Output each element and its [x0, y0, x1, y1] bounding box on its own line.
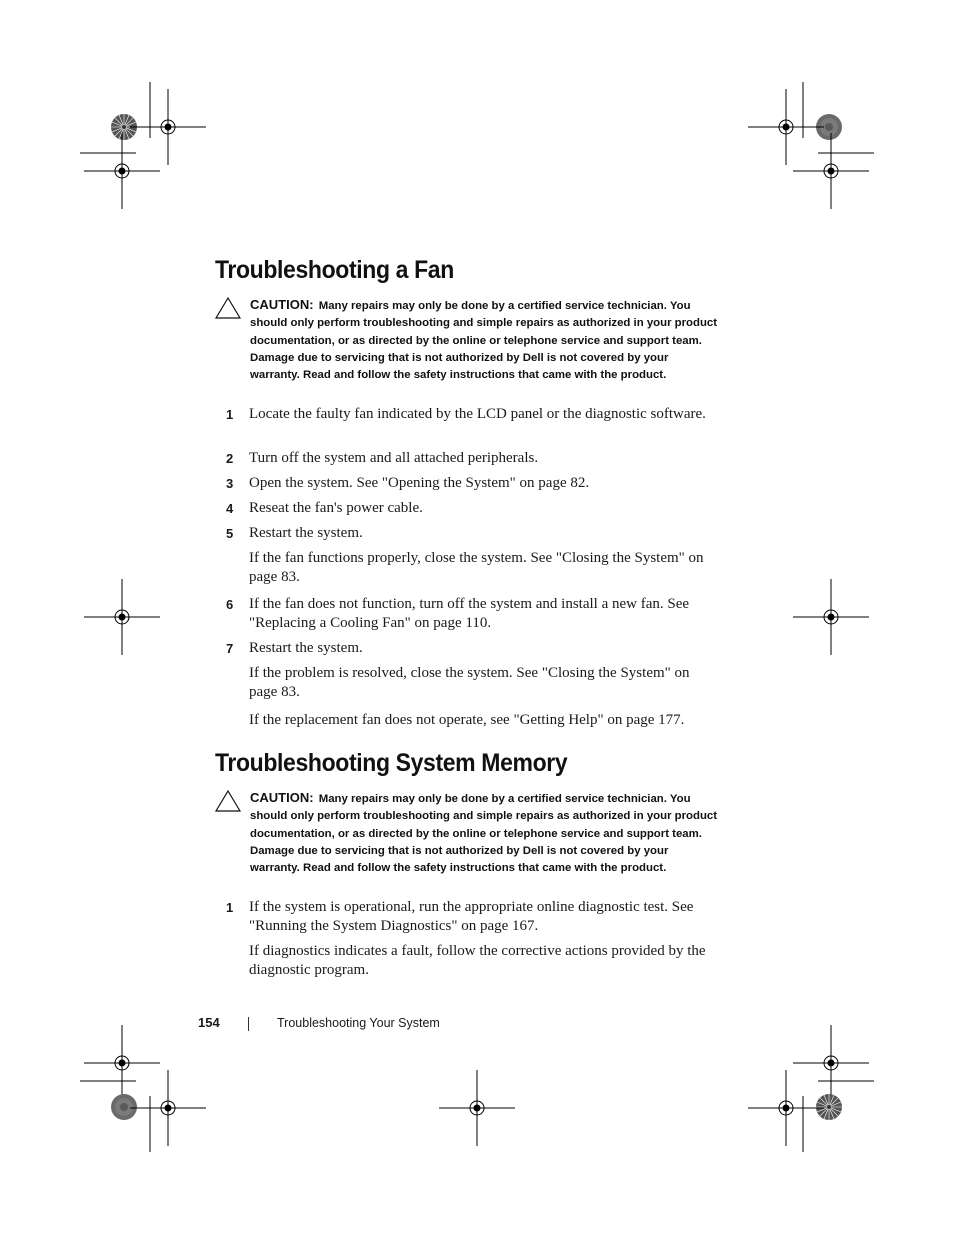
step-text: Reseat the fan's power cable.	[249, 500, 423, 516]
section-heading-fan: Troubleshooting a Fan	[215, 256, 454, 284]
caution-icon	[214, 789, 242, 813]
step-text: Locate the faulty fan indicated by the LCD panel or the diagnostic software.	[249, 406, 706, 422]
step-item	[226, 499, 716, 518]
step-number: 4	[226, 501, 234, 516]
step-text: Restart the system.	[249, 525, 363, 541]
caution-label: CAUTION:	[250, 790, 314, 805]
caution-label: CAUTION:	[250, 297, 314, 312]
step-number: 1	[226, 900, 234, 915]
step-item	[226, 639, 716, 658]
page-number: 154	[198, 1015, 220, 1030]
step-number: 5	[226, 526, 234, 541]
caution-icon	[214, 296, 242, 320]
step-item	[226, 595, 716, 633]
step-item	[226, 449, 716, 468]
footer-section-title: Troubleshooting Your System	[277, 1016, 440, 1030]
step-text: Restart the system.	[249, 640, 363, 656]
step-number: 1	[226, 407, 234, 422]
step-text: If the system is operational, run the appropriate online diagnostic test. See "Running the System Diagnostics" on page 167.	[249, 899, 694, 934]
footer-divider	[248, 1017, 249, 1031]
step-note: If the fan functions properly, close the system. See "Closing the System" on page 83.	[249, 550, 704, 585]
caution-text: Many repairs may only be done by a certified service technician. You should only perform troubleshooting and simple repairs as authorized in your product documentation, or as directed by the online or telephone service and support team. Damage due to servicing that is not authorized by Dell is not covered by your warranty. Read and follow the safety instructions that came with the product.	[250, 793, 718, 875]
step-number: 2	[226, 451, 234, 466]
caution-notice	[214, 296, 719, 384]
step-note: If diagnostics indicates a fault, follow the corrective actions provided by the diagnostic program.	[249, 943, 706, 978]
step-item	[226, 524, 716, 543]
caution-text: Many repairs may only be done by a certified service technician. You should only perform troubleshooting and simple repairs as authorized in your product documentation, or as directed by the online or telephone service and support team. Damage due to servicing that is not authorized by Dell is not covered by your warranty. Read and follow the safety instructions that came with the product.	[250, 300, 718, 382]
step-text: Open the system. See "Opening the System" on page 82.	[249, 475, 590, 491]
step-item	[226, 474, 716, 493]
step-note: If the replacement fan does not operate, see "Getting Help" on page 177.	[249, 712, 685, 728]
step-text: If the fan does not function, turn off the system and install a new fan. See "Replacing a Cooling Fan" on page 110.	[249, 596, 690, 631]
section-heading-memory: Troubleshooting System Memory	[215, 749, 568, 777]
step-note: If the problem is resolved, close the system. See "Closing the System" on page 83.	[249, 665, 690, 700]
step-number: 3	[226, 476, 234, 491]
step-item	[226, 898, 716, 936]
caution-notice	[214, 789, 719, 877]
step-number: 7	[226, 641, 234, 656]
step-number: 6	[226, 597, 234, 612]
step-item	[226, 405, 716, 424]
step-text: Turn off the system and all attached peripherals.	[249, 450, 539, 466]
